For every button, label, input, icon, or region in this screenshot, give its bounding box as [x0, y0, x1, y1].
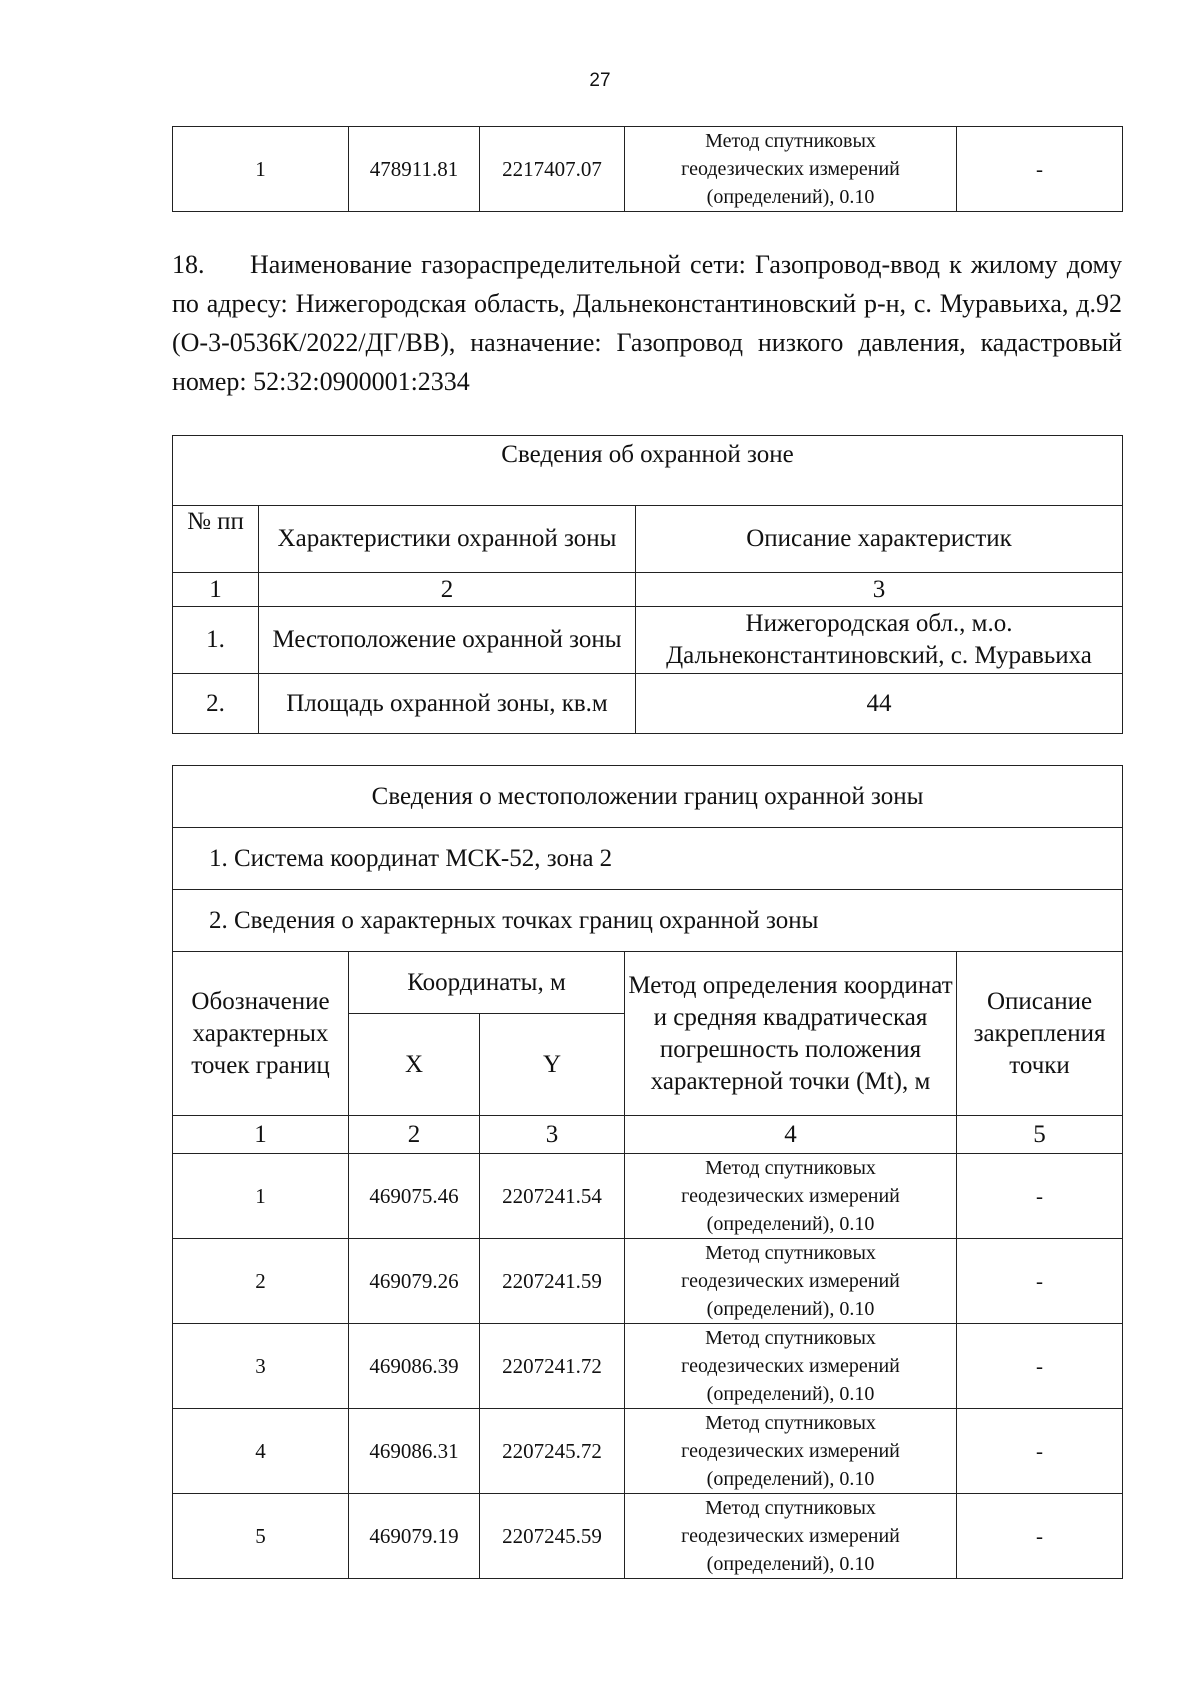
section-number: 18. — [172, 250, 205, 279]
table-row — [173, 674, 1123, 734]
header-characteristics: Характеристики охранной зоны — [259, 506, 636, 573]
y-cell: 2207245.59 — [480, 1494, 625, 1579]
method-line: Метод спутниковых — [705, 1327, 876, 1349]
method-line: геодезических измерений — [681, 1440, 900, 1462]
points-subtitle: 2. Сведения о характерных точках границ охранной зоны — [173, 890, 1123, 952]
row-number: 1. — [173, 607, 259, 674]
method-cell — [625, 1154, 957, 1239]
method-line: геодезических измерений — [681, 1270, 900, 1292]
y-cell: 2207241.59 — [480, 1239, 625, 1324]
boundary-points-table — [172, 765, 1123, 1579]
point-cell: 2 — [173, 1239, 349, 1324]
column-number: 1 — [173, 573, 259, 607]
fixing-cell: - — [957, 1154, 1123, 1239]
header-y: Y — [480, 1014, 625, 1116]
method-line: Метод спутниковых — [705, 1242, 876, 1264]
x-cell: 478911.81 — [349, 127, 480, 212]
header-number: № пп — [173, 506, 259, 573]
x-cell: 469079.19 — [349, 1494, 480, 1579]
value-line: Дальнеконстантиновский, с. Муравьиха — [666, 642, 1092, 669]
section-paragraph — [172, 245, 1122, 401]
method-cell — [625, 1409, 957, 1494]
fixing-cell: - — [957, 1409, 1123, 1494]
table-row — [173, 1409, 1123, 1494]
zone-info-table — [172, 435, 1123, 734]
column-number: 3 — [480, 1116, 625, 1154]
point-rows — [173, 1154, 1123, 1579]
fixing-cell: - — [957, 1494, 1123, 1579]
row-name: Площадь охранной зоны, кв.м — [259, 674, 636, 734]
method-line: (определений), 0.10 — [706, 1383, 875, 1405]
y-cell: 2207241.72 — [480, 1324, 625, 1409]
column-number: 4 — [625, 1116, 957, 1154]
point-cell: 5 — [173, 1494, 349, 1579]
row-name: Местоположение охранной зоны — [259, 607, 636, 674]
x-cell: 469079.26 — [349, 1239, 480, 1324]
row-value: 44 — [636, 674, 1123, 734]
bounds-table-title: Сведения о местоположении границ охранной зоны — [173, 766, 1123, 828]
value-line: Нижегородская обл., м.о. — [745, 610, 1013, 637]
fixing-cell: - — [957, 1239, 1123, 1324]
point-cell: 1 — [173, 127, 349, 212]
method-line: Метод спутниковых — [705, 130, 876, 152]
table-row — [173, 1239, 1123, 1324]
header-description: Описание характеристик — [636, 506, 1123, 573]
x-cell: 469086.31 — [349, 1409, 480, 1494]
header-fixing: Описание закрепления точки — [957, 952, 1123, 1116]
x-cell: 469086.39 — [349, 1324, 480, 1409]
method-line: (определений), 0.10 — [706, 1553, 875, 1575]
table-row — [173, 1154, 1123, 1239]
fixing-cell: - — [957, 1324, 1123, 1409]
column-number: 1 — [173, 1116, 349, 1154]
continued-points-table — [172, 126, 1123, 212]
table-row — [173, 1494, 1123, 1579]
y-cell: 2207241.54 — [480, 1154, 625, 1239]
header-x: X — [349, 1014, 480, 1116]
coordinate-system: 1. Система координат МСК-52, зона 2 — [173, 828, 1123, 890]
column-number: 5 — [957, 1116, 1123, 1154]
column-number: 3 — [636, 573, 1123, 607]
method-cell — [625, 1324, 957, 1409]
page-number: 27 — [589, 70, 611, 91]
point-cell: 3 — [173, 1324, 349, 1409]
y-cell: 2207245.72 — [480, 1409, 625, 1494]
zone-table-title: Сведения об охранной зоне — [173, 436, 1123, 506]
table-row — [173, 127, 1123, 212]
method-line: геодезических измерений — [681, 1525, 900, 1547]
method-line: геодезических измерений — [681, 1185, 900, 1207]
method-cell — [625, 127, 957, 212]
column-number: 2 — [349, 1116, 480, 1154]
method-cell — [625, 1494, 957, 1579]
row-value — [636, 607, 1123, 674]
header-method: Метод определения координат и средняя квадратическая погрешность положения характерной точки (Mt), м — [625, 952, 957, 1116]
point-cell: 4 — [173, 1409, 349, 1494]
section-text: Наименование газораспределительной сети: Газопровод-ввод к жилому дому по адресу: Нижегородская область, Дальнеконстантиновский р-н, с. Муравьиха, д.92 (О-3-0536К/2022/ДГ/ВВ), назначение: Газопровод низкого давления, кадастровый номер: 52:32:0900001:2334 — [172, 250, 1122, 396]
method-line: (определений), 0.10 — [706, 186, 875, 208]
method-line: Метод спутниковых — [705, 1412, 876, 1434]
column-number: 2 — [259, 573, 636, 607]
x-cell: 469075.46 — [349, 1154, 480, 1239]
fixing-cell: - — [957, 127, 1123, 212]
method-line: (определений), 0.10 — [706, 1298, 875, 1320]
method-line: (определений), 0.10 — [706, 1213, 875, 1235]
method-cell — [625, 1239, 957, 1324]
method-line: геодезических измерений — [681, 158, 900, 180]
method-line: Метод спутниковых — [705, 1497, 876, 1519]
method-line: геодезических измерений — [681, 1355, 900, 1377]
table-row — [173, 1324, 1123, 1409]
table-row — [173, 607, 1123, 674]
method-line: Метод спутниковых — [705, 1157, 876, 1179]
header-designation: Обозначение характерных точек границ — [173, 952, 349, 1116]
row-number: 2. — [173, 674, 259, 734]
method-line: (определений), 0.10 — [706, 1468, 875, 1490]
y-cell: 2217407.07 — [480, 127, 625, 212]
point-cell: 1 — [173, 1154, 349, 1239]
header-coordinates: Координаты, м — [349, 952, 625, 1014]
